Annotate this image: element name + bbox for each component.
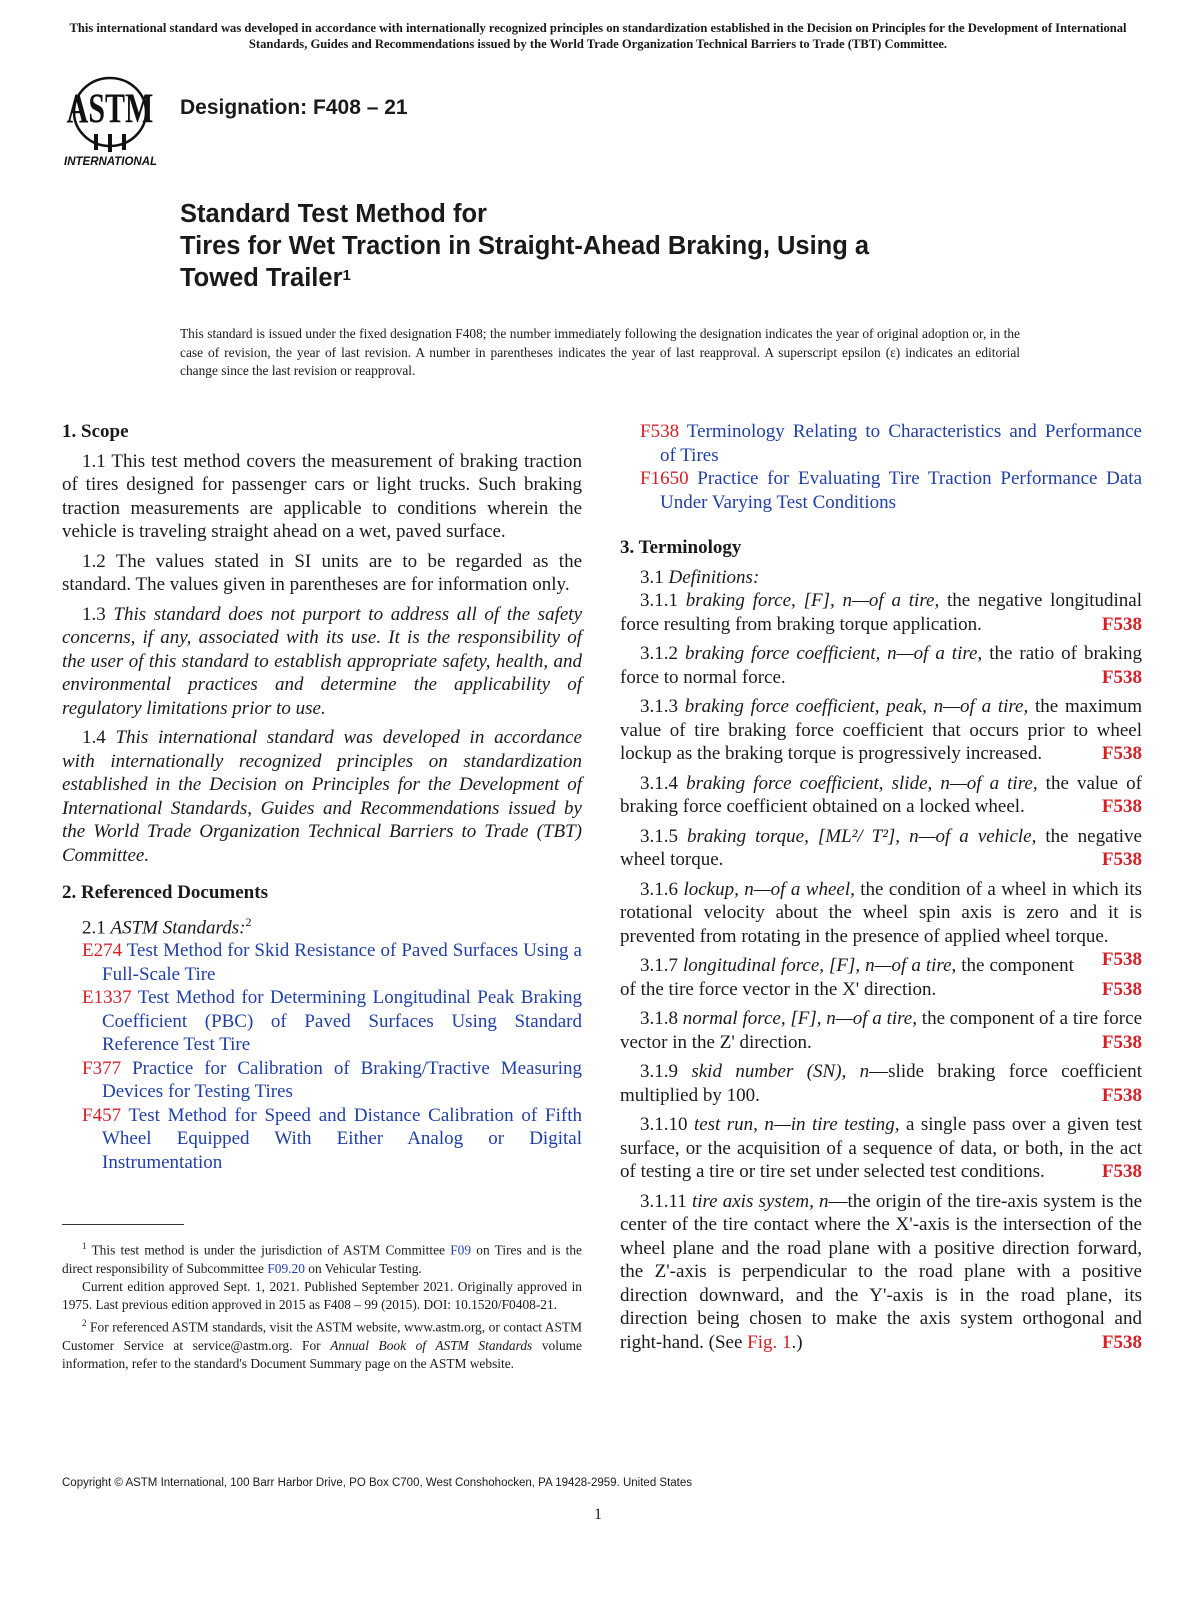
term-source-link[interactable]: F538: [1101, 1331, 1142, 1353]
term-source-link[interactable]: F538: [1101, 1031, 1142, 1053]
term-entry: [620, 1113, 1142, 1184]
footnote-1-text-a: This test method is under the jurisdiction of ASTM Committee: [91, 1242, 445, 1258]
term-definition: the ratio of braking force to normal force.: [620, 643, 1143, 688]
term-definition: —slide braking force coefficient multiplied by 100.: [620, 1061, 1143, 1106]
term-source-link[interactable]: F538: [1101, 1161, 1142, 1182]
term-source-link[interactable]: F538: [1101, 796, 1142, 817]
left-column: [62, 420, 582, 1174]
terminology-3-1-num: 3.1: [640, 566, 664, 588]
issue-statement: This standard is issued under the fixed designation F408; the number immediately following the designation indicates the year of original adoption or, in the case of revision, the year of last revision. A number in parentheses indicates the year of last reapproval. A superscript epsilon (ε) indicates an editorial change since the last revision or reapproval.: [180, 326, 1020, 378]
reference-item[interactable]: [62, 939, 582, 986]
term-definition-end: .): [791, 1331, 803, 1353]
term-name: braking torque, [ML²/ T²], n—of a vehicle,: [687, 825, 1037, 847]
term-source-link[interactable]: F538: [1101, 743, 1142, 764]
term-source-link[interactable]: F538: [1101, 849, 1142, 870]
references-2-1-num: 2.1: [82, 916, 106, 938]
section-references-heading: 2. Referenced Documents: [62, 882, 268, 903]
title-line-1: Standard Test Method for: [180, 200, 487, 228]
term-num: 3.1.9: [640, 1061, 678, 1082]
reference-code[interactable]: E1337: [82, 987, 132, 1009]
footnote-2-italic: Annual Book of ASTM Standards: [330, 1337, 533, 1353]
term-definition: the value of braking force coefficient obtained on a locked wheel.: [620, 772, 1143, 817]
footnote-1-text-c: on Vehicular Testing.: [308, 1260, 422, 1276]
term-definition: the maximum value of tire braking force coefficient that occurs prior to wheel lockup as the braking torque is progressively increased.: [620, 696, 1143, 764]
term-num: 3.1.4: [640, 772, 678, 794]
term-entry: [620, 1007, 1142, 1054]
term-name: longitudinal force, [F], n—of a tire,: [683, 955, 957, 976]
term-name: test run, n—in tire testing,: [693, 1114, 900, 1135]
term-num: 3.1.2: [640, 643, 678, 664]
scope-1-4-num: 1.4: [82, 727, 106, 748]
designation: Designation: F408 – 21: [180, 96, 408, 119]
term-definition: the condition of a wheel in which its rotational velocity about the wheel spin axis is zero and it is prevented from rotating in the presence of applied wheel torque.: [620, 878, 1143, 947]
figure-link[interactable]: Fig. 1: [747, 1331, 792, 1353]
terminology-3-1: [620, 566, 1142, 590]
term-source-link[interactable]: F538: [1101, 613, 1142, 635]
header-notice: This international standard was developed in accordance with internationally recognized principles on standardization established in the Decision on Principles for the Development of International Standards, Guides and Recommendations issued by the World Trade Organization Technical Barriers to Trade (TBT) Committee.: [69, 21, 1127, 51]
section-scope-heading: 1. Scope: [62, 421, 129, 442]
term-source-link[interactable]: F538: [1101, 978, 1142, 1000]
page-number: 1: [594, 1506, 602, 1523]
logo-sub-text: INTERNATIONAL: [64, 156, 158, 168]
term-definition: the negative longitudinal force resulting from braking torque application.: [620, 590, 1143, 635]
reference-title[interactable]: Terminology Relating to Characteristics and Performance of Tires: [660, 421, 1142, 466]
term-entry: [620, 825, 1142, 872]
logo-brand-text: ASTM: [66, 84, 154, 132]
term-entry: [620, 589, 1142, 636]
term-entry: [620, 772, 1142, 819]
term-definition: —the origin of the tire-axis system is the center of the tire contact where the X'-axis is the intersection of the wheel plane and the road plane with a positive direction forward, the Z'-axis is perpendicular to the road plane with a positive direction downward, and the Y'-axis is in the road plane, its direction being chosen to make the axis system orthogonal and right-hand. (See: [620, 1190, 1142, 1353]
term-num: 3.1.3: [640, 696, 678, 717]
reference-title[interactable]: Test Method for Speed and Distance Calibration of Fifth Wheel Equipped With Either Analog or Digital Instrumentation: [102, 1104, 582, 1173]
committee-link[interactable]: F09: [450, 1242, 472, 1258]
reference-title[interactable]: Practice for Calibration of Braking/Tractive Measuring Devices for Testing Tires: [102, 1057, 582, 1103]
scope-1-2: 1.2 The values stated in SI units are to be regarded as the standard. The values given in parentheses are for information only.: [62, 550, 582, 595]
term-num: 3.1.5: [640, 825, 678, 847]
reference-item[interactable]: [62, 986, 582, 1057]
footnotes: [62, 1237, 582, 1373]
scope-1-3-num: 1.3: [82, 603, 106, 625]
reference-code[interactable]: F377: [82, 1057, 122, 1079]
astm-logo-icon: [62, 72, 172, 170]
term-entry: [620, 1190, 1142, 1355]
footnote-2: [62, 1314, 582, 1373]
footnote-divider: [62, 1224, 184, 1225]
term-entry: [620, 642, 1142, 689]
term-source-link[interactable]: F538: [1101, 949, 1142, 970]
footnote-1: [62, 1237, 582, 1278]
term-definition: the negative wheel torque.: [620, 825, 1142, 870]
term-source-link[interactable]: F538: [1101, 1084, 1142, 1106]
reference-title[interactable]: Practice for Evaluating Tire Traction Performance Data Under Varying Test Conditions: [660, 468, 1142, 513]
term-definition: a single pass over a given test surface, or the acquisition of a sequence of data, or both, in the act of testing a tire or tire set under selected test conditions.: [620, 1114, 1143, 1182]
term-name: tire axis system, n: [691, 1190, 829, 1212]
title-line-2: Tires for Wet Traction in Straight-Ahead Braking, Using a: [180, 232, 870, 260]
footnote-1-mark: 1: [82, 1241, 87, 1251]
title-line-3: Towed Trailer: [180, 264, 343, 292]
reference-code[interactable]: E274: [82, 940, 123, 962]
scope-1-3-text: This standard does not purport to address all of the safety concerns, if any, associated with its use. It is the responsibility of the user of this standard to establish appropriate safety, health, and environmental practices and determine the applicability of regulatory limitations prior to use.: [62, 603, 582, 719]
reference-code[interactable]: F538: [640, 421, 680, 442]
term-entry: [620, 695, 1142, 766]
references-footnote-mark[interactable]: 2: [245, 914, 252, 929]
section-terminology-heading: 3. Terminology: [620, 537, 742, 558]
scope-1-4-text: This international standard was developed in accordance with internationally recognized principles on standardization established in the Decision on Principles for the Development of International Standards, Guides and Recommendations issued by the World Trade Organization Technical Barriers to Trade (TBT) Committee.: [62, 727, 582, 866]
term-definition: the component of a tire force vector in the Z' direction.: [620, 1008, 1143, 1053]
reference-code[interactable]: F1650: [640, 468, 689, 489]
term-num: 3.1.11: [640, 1190, 687, 1212]
reference-item[interactable]: [620, 420, 1142, 467]
term-num: 3.1.8: [640, 1008, 678, 1029]
term-num: 3.1.1: [640, 590, 678, 611]
scope-1-1: 1.1 This test method covers the measurement of braking traction of tires designed for passenger cars or light trucks. Such braking traction measurements are applicable to conditions wherein the vehicle is traveling straight ahead on a wet, paved surface.: [62, 450, 582, 542]
term-source-link[interactable]: F538: [1101, 666, 1142, 688]
subcommittee-link[interactable]: F09.20: [267, 1260, 305, 1276]
reference-item[interactable]: [62, 1057, 582, 1104]
term-name: normal force, [F], n—of a tire,: [682, 1008, 917, 1029]
scope-1-3: [62, 603, 582, 721]
reference-title[interactable]: Test Method for Skid Resistance of Paved Surfaces Using a Full-Scale Tire: [102, 940, 582, 985]
reference-item[interactable]: [62, 1104, 582, 1175]
term-name: skid number (SN), n: [691, 1061, 870, 1082]
term-definition: the component of the tire force vector in the X' direction.: [620, 955, 1074, 1000]
reference-code[interactable]: F457: [82, 1104, 122, 1126]
references-2-1-title: ASTM Standards:: [110, 916, 246, 938]
term-name: braking force coefficient, peak, n—of a tire,: [684, 696, 1029, 717]
term-name: braking force, [F], n—of a tire,: [685, 590, 940, 611]
term-num: 3.1.6: [640, 878, 678, 900]
term-name: lockup, n—of a wheel,: [683, 878, 855, 900]
term-name: braking force coefficient, slide, n—of a tire,: [686, 772, 1038, 794]
footnote-1-text-b: on Tires and is the direct responsibility of Subcommittee: [62, 1242, 582, 1276]
footnote-1-edition: Current edition approved Sept. 1, 2021. Published September 2021. Originally approved in 1975. Last previous edition approved in 2015 as F408 – 99 (2015). DOI: 10.1520/F0408-21.: [62, 1278, 582, 1313]
footnote-2-text-b: volume information, refer to the standard's Document Summary page on the ASTM website.: [62, 1337, 582, 1372]
document-title: [180, 198, 1080, 294]
term-entry: [620, 1060, 1142, 1107]
scope-1-4: [62, 726, 582, 867]
term-num: 3.1.10: [640, 1114, 688, 1135]
footnote-2-text-a: For referenced ASTM standards, visit the ASTM website, www.astm.org, or contact ASTM Customer Service at service@astm.org. For: [62, 1319, 582, 1353]
terminology-3-1-label: Definitions:: [668, 566, 760, 588]
copyright-notice: Copyright © ASTM International, 100 Barr Harbor Drive, PO Box C700, West Conshohocken, PA 19428-2959. United States: [62, 1477, 693, 1489]
references-2-1: [62, 911, 582, 940]
right-column: [620, 420, 1142, 1360]
reference-title[interactable]: Test Method for Determining Longitudinal Peak Braking Coefficient (PBC) of Paved Surfaces Using Standard Reference Test Tire: [102, 987, 582, 1056]
reference-item[interactable]: [620, 467, 1142, 514]
term-name: braking force coefficient, n—of a tire,: [684, 643, 983, 664]
title-footnote-mark[interactable]: 1: [342, 267, 351, 284]
term-num: 3.1.7: [640, 955, 678, 976]
term-entry: [620, 954, 1142, 1001]
footnote-2-mark: 2: [82, 1318, 87, 1329]
